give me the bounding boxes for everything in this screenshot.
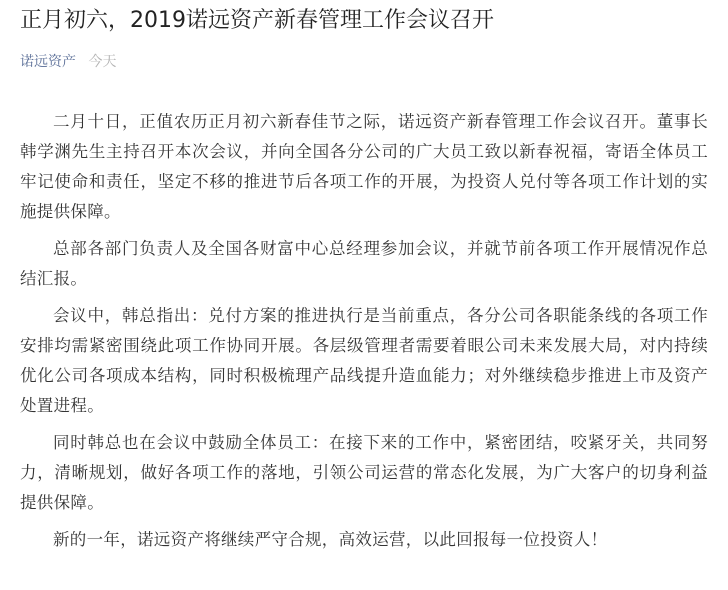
publish-date: 今天 [88, 54, 117, 70]
paragraph-2: 总部各部门负责人及全国各财富中心总经理参加会议，并就节前各项工作开展情况作总结汇报。 [20, 239, 708, 288]
article-body [20, 107, 708, 555]
paragraph-3: 会议中，韩总指出：兑付方案的推进执行是当前重点，各分公司各职能条线的各项工作安排均需紧密围绕此项工作协同开展。各层级管理者需要着眼公司未来发展大局，对内持续优化公司各项成本结构，同时积极梳理产品线提升造血能力；对外继续稳步推进上市及资产处置进程。 [20, 306, 708, 415]
paragraph-1: 二月十日，正值农历正月初六新春佳节之际，诺远资产新春管理工作会议召开。董事长韩学渊先生主持召开本次会议，并向全国各分公司的广大员工致以新春祝福，寄语全体员工牢记使命和责任，坚定不移的推进节后各项工作的开展，为投资人兑付等各项工作计划的实施提供保障。 [20, 112, 708, 221]
paragraph-5: 新的一年，诺远资产将继续严守合规，高效运营，以此回报每一位投资人！ [53, 530, 608, 549]
author-link[interactable]: 诺远资产 [20, 54, 76, 70]
article-title: 正月初六，2019诺远资产新春管理工作会议召开 [20, 8, 494, 33]
paragraph-4: 同时韩总也在会议中鼓励全体员工：在接下来的工作中，紧密团结，咬紧牙关，共同努力，清晰规划，做好各项工作的落地，引领公司运营的常态化发展，为广大客户的切身利益提供保障。 [20, 433, 708, 512]
article-meta [20, 53, 708, 71]
